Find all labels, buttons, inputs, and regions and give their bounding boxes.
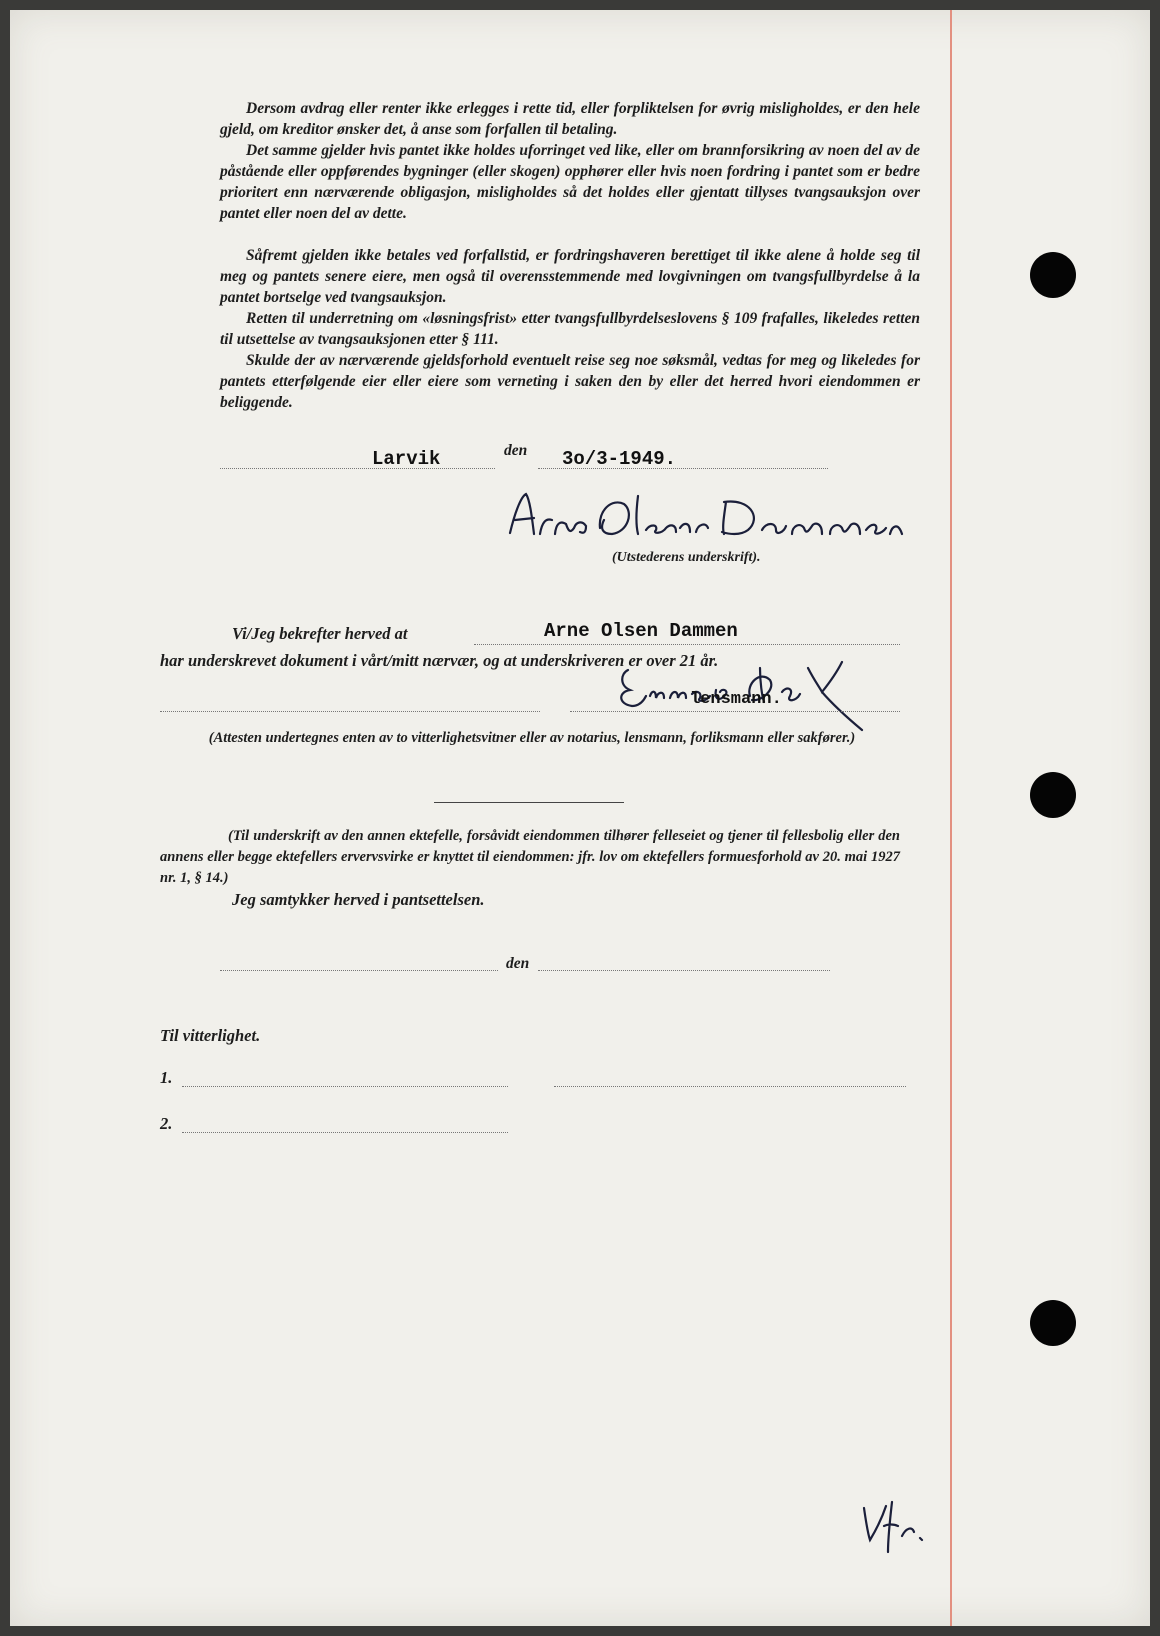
punch-hole <box>1030 252 1076 298</box>
witness-title: lensmann. <box>690 690 782 709</box>
witness-number-2: 2. <box>160 1114 173 1133</box>
date-value: 3o/3-1949. <box>562 448 677 470</box>
confirmation-text: har underskrevet dokument i vårt/mitt nærvær, og at underskriveren er over 21 år. <box>160 651 719 670</box>
consent-den-label: den <box>506 955 530 972</box>
den-label: den <box>504 442 528 459</box>
witnesses-heading: Til vitterlighet. <box>160 1026 261 1045</box>
consent-place-line <box>220 970 498 971</box>
witness-1-line-right <box>554 1086 906 1087</box>
clause-default: Dersom avdrag eller renter ikke erlegges i rette tid, eller forpliktelsen for øvrig misligholdes, er den hele gjeld, om kreditor ønsker det, å anse som forfallen til betaling. <box>220 100 920 138</box>
signature-caption: (Utstederens underskrift). <box>612 550 761 565</box>
margin-initials <box>858 1496 938 1566</box>
signer-name-line <box>474 644 900 645</box>
witness-1-line <box>182 1086 508 1087</box>
consent-date-line <box>538 970 830 971</box>
spouse-note: (Til underskrift av den annen ektefelle, forsåvidt eiendommen tilhører felleseiet og tjener til fellesbolig eller den annens eller begge ektefellers ervervsvirke er knyttet til eiendommen: jfr. lov om ektefellers formuesforhold av 20. mai 1927 nr. 1, § 14.) <box>160 828 900 886</box>
clause-redemption: Retten til underretning om «løsningsfrist» etter tvangsfullbyrdelseslovens § 109 frafalles, likeledes retten til utsettelse av tvangsauksjonen etter § 111. <box>220 310 920 348</box>
place-value: Larvik <box>372 448 441 470</box>
issuer-signature <box>500 488 900 548</box>
witness-line-right <box>570 711 900 712</box>
signer-name-value: Arne Olsen Dammen <box>544 620 738 642</box>
witness-line-left <box>160 711 540 712</box>
margin-rule <box>950 10 952 1626</box>
confirmation-prefix: Vi/Jeg bekrefter herved at <box>232 624 408 643</box>
clause-venue: Skulde der av nærværende gjeldsforhold eventuelt reise seg noe søksmål, vedtas for meg og likeledes for pantets etterfølgende eier eller eiere som verneting i saken den by eller det herred hvori eiendommen er beliggende. <box>220 352 920 411</box>
clause-enforcement: Såfremt gjelden ikke betales ved forfallstid, er fordringshaveren berettiget til ikke alene å holde seg til meg og pantets senere eiere, men også til overensstemmende med lovgivningen om tvangsfullbyrdelse å la pantet bortselge ved tvangsauksjon. <box>220 247 920 306</box>
punch-hole <box>1030 1300 1076 1346</box>
clause-collateral: Det samme gjelder hvis pantet ikke holdes uforringet ved like, eller om brannforsikring av noen del av de påstående eller oppførendes bygninger (eller skogen) opphører eller hvis noen fordring i pantet som er bedre prioritert enn nærværende obligasjon, misligholdes så det holdes eller gjentatt tillyses tvangsauksjon over pantet eller noen del av dette. <box>220 142 920 222</box>
attest-note: (Attesten undertegnes enten av to vitterlighetsvitner eller av notarius, lensmann, forliksmann eller sakfører.) <box>208 730 856 746</box>
document-page <box>10 10 1150 1626</box>
consent-text: Jeg samtykker herved i pantsettelsen. <box>232 890 485 909</box>
section-divider <box>434 802 624 803</box>
punch-hole <box>1030 772 1076 818</box>
place-line <box>220 468 495 469</box>
witness-2-line <box>182 1132 508 1133</box>
witness-number-1: 1. <box>160 1068 173 1087</box>
